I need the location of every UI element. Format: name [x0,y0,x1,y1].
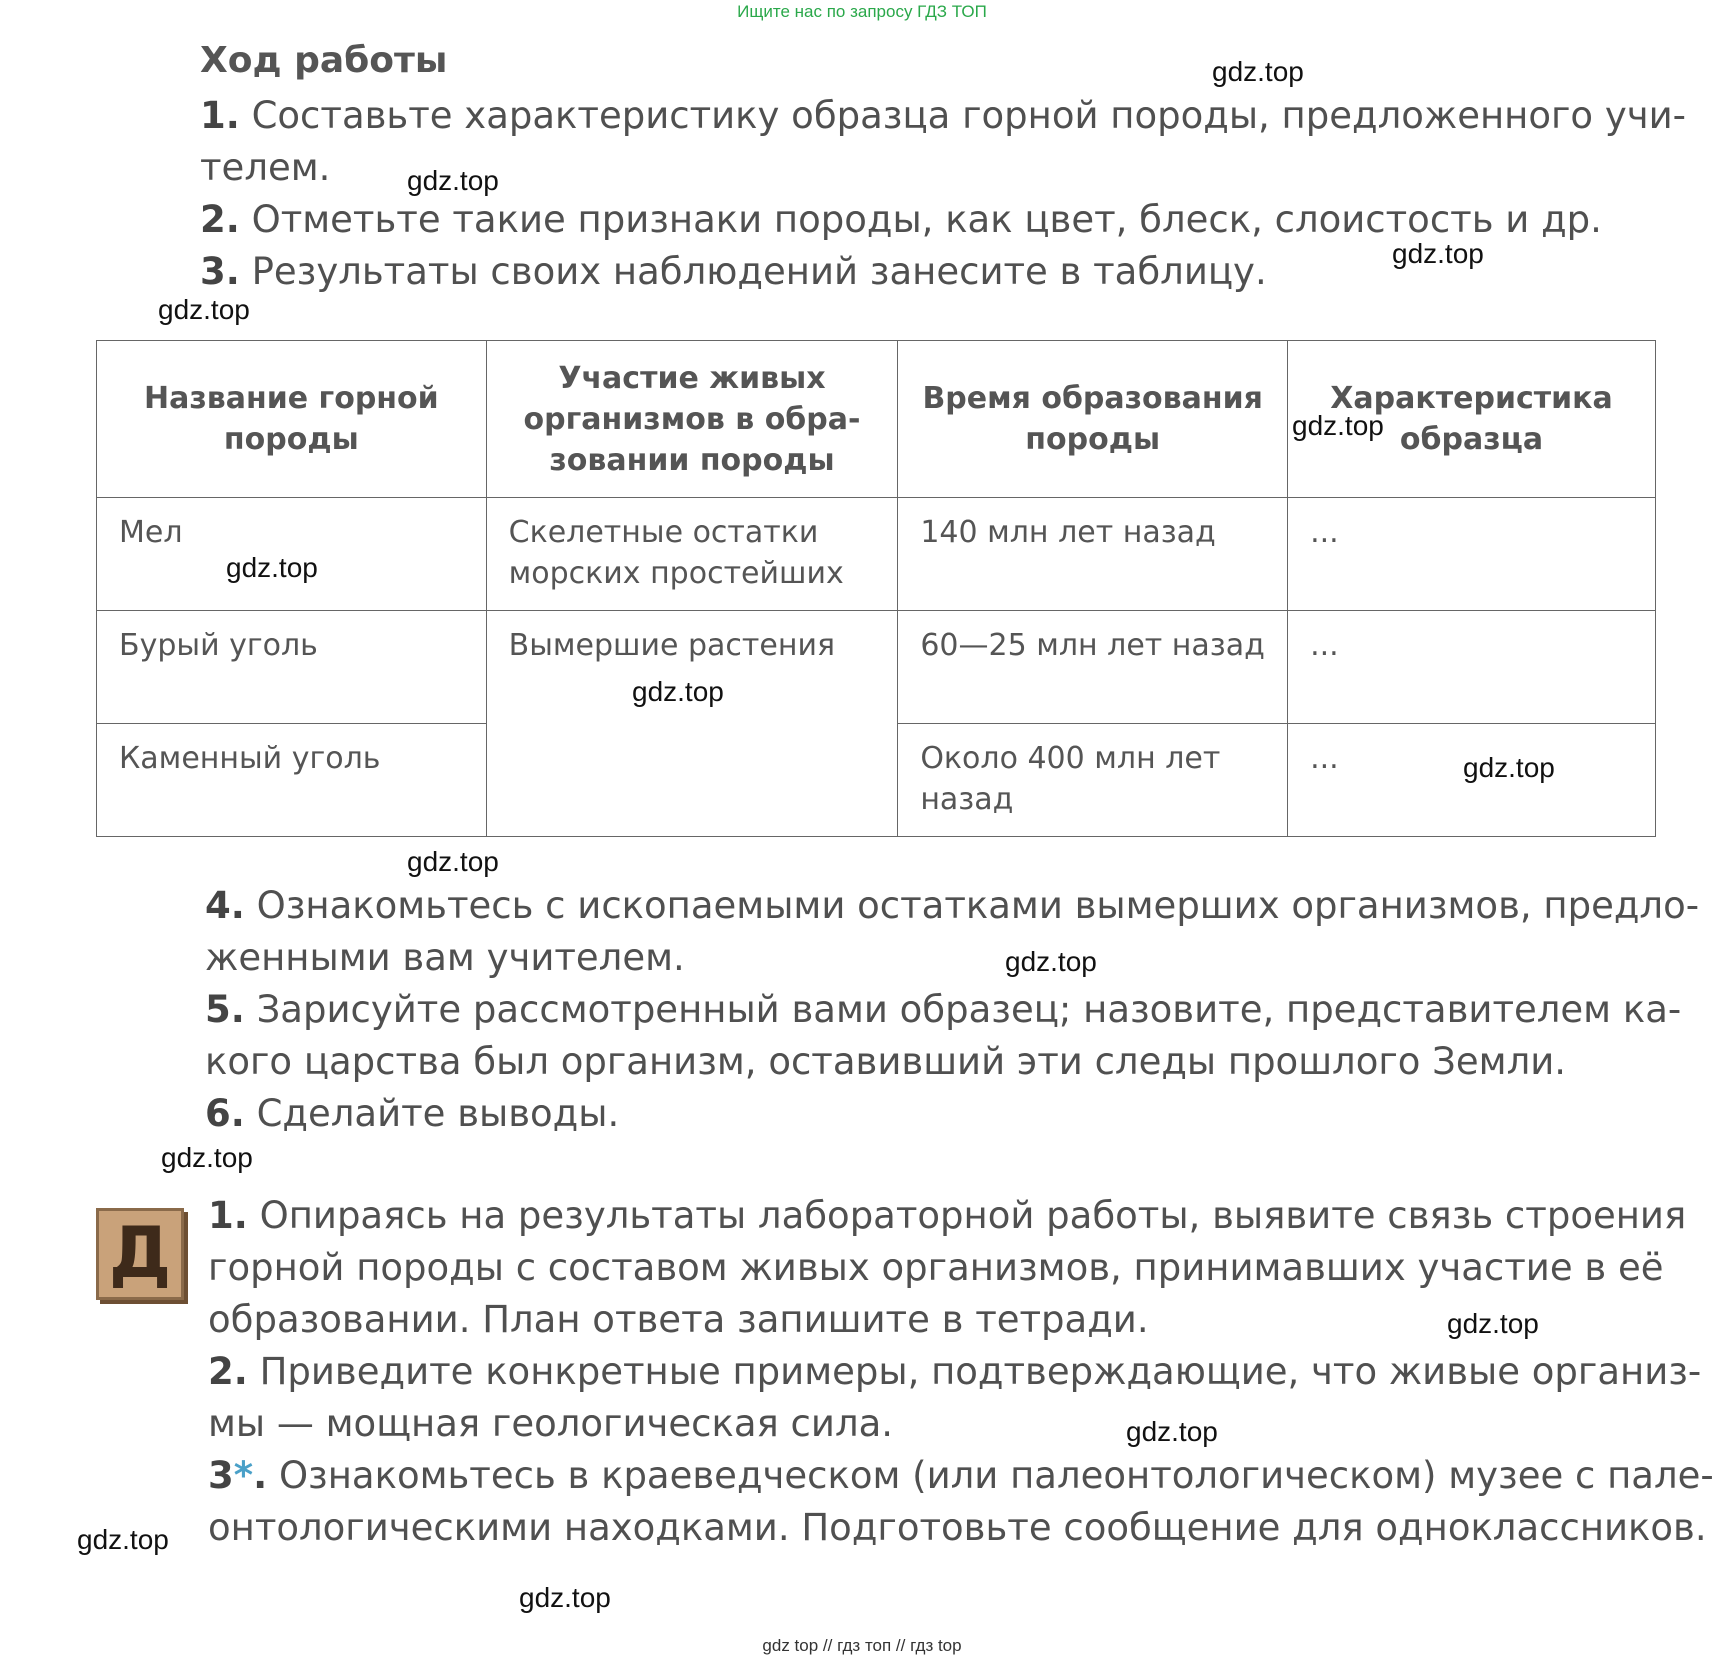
task-text: горной породы с составом живых организмов, принимавших участие в её [208,1246,1664,1289]
step-text: Ознакомьтесь с ископаемыми остатками вымерших организмов, предло- [256,884,1700,927]
d-task-2 [208,1346,1701,1450]
asterisk-mark: * [233,1454,254,1497]
watermark: gdz.top [77,1524,169,1555]
step-3 [200,246,1267,298]
step-number: 4. [205,884,245,927]
step-text: Сделайте выводы. [256,1092,620,1135]
rock-name-cell: Мел [97,498,487,611]
time-cell: 60—25 млн лет назад [898,611,1288,724]
watermark: gdz.top [632,676,724,707]
watermark: gdz.top [1392,238,1484,269]
step-number: 6. [205,1092,245,1135]
watermark: gdz.top [1212,56,1304,87]
task-text: мы — мощная геологическая сила. [208,1402,894,1445]
task-text: образовании. План ответа запишите в тетради. [208,1298,1149,1341]
step-text: кого царства был организм, оставивший эти следы прошлого Земли. [205,1040,1567,1083]
watermark: gdz.top [1463,752,1555,783]
table-header: Название горной породы [97,341,487,498]
organisms-cell: Вымершие растения [486,611,898,837]
step-text: Составьте характеристику образца горной породы, предложенного учи- [251,94,1686,137]
watermark: gdz.top [1447,1308,1539,1339]
step-text: Отметьте такие признаки породы, как цвет, блеск, слоистость и др. [251,198,1602,241]
d-badge-letter: Д [108,1212,172,1294]
task-number: 3 [208,1454,234,1497]
characteristic-cell: ... [1288,724,1656,837]
watermark: gdz.top [407,165,499,196]
watermark: gdz.top [161,1142,253,1173]
time-cell: 140 млн лет назад [898,498,1288,611]
top-banner: Ищите нас по запросу ГДЗ ТОП [737,2,987,21]
step-text: телем. [200,146,331,189]
characteristic-cell: ... [1288,498,1656,611]
table-row [97,498,1656,611]
rock-name-cell: Бурый уголь [97,611,487,724]
task-text: онтологическими находками. Подготовьте сообщение для одноклассников. [208,1506,1707,1549]
step-4 [205,880,1699,984]
watermark: gdz.top [226,552,318,583]
step-text: Результаты своих наблюдений занесите в таблицу. [251,250,1267,293]
step-number: 5. [205,988,245,1031]
table-row [97,611,1656,724]
table-header: Время образования породы [898,341,1288,498]
rocks-table [96,340,1656,837]
time-cell: Около 400 млн лет назад [898,724,1288,837]
rock-name-cell: Каменный уголь [97,724,487,837]
section-heading: Ход работы [200,40,448,81]
watermark: gdz.top [1126,1416,1218,1447]
step-text: женными вам учителем. [205,936,685,979]
footer-links: gdz top // гдз топ // гдз top [762,1636,962,1655]
watermark: gdz.top [407,846,499,877]
watermark: gdz.top [158,294,250,325]
task-number: 1. [208,1194,248,1237]
step-number: 1. [200,94,240,137]
watermark: gdz.top [1292,410,1384,441]
d-section-badge [96,1208,184,1300]
table-header-row [97,341,1656,498]
task-number-dot: . [253,1454,268,1497]
task-text: Опираясь на результаты лабораторной работы, выявите связь строения [259,1194,1687,1237]
table-header: Характеристика образца [1288,341,1656,498]
task-text: Приведите конкретные примеры, подтверждающие, что живые организ- [259,1350,1702,1393]
step-number: 2. [200,198,240,241]
d-task-3 [208,1450,1714,1554]
watermark: gdz.top [519,1582,611,1613]
step-number: 3. [200,250,240,293]
organisms-cell: Скелетные остатки морских простейших [486,498,898,611]
table-header: Участие живых организмов в обра-зовании породы [486,341,898,498]
task-number: 2. [208,1350,248,1393]
characteristic-cell: ... [1288,611,1656,724]
step-6 [205,1088,619,1140]
step-5 [205,984,1681,1088]
watermark: gdz.top [1005,946,1097,977]
step-text: Зарисуйте рассмотренный вами образец; назовите, представителем ка- [256,988,1682,1031]
task-text: Ознакомьтесь в краеведческом (или палеонтологическом) музее с пале- [278,1454,1714,1497]
